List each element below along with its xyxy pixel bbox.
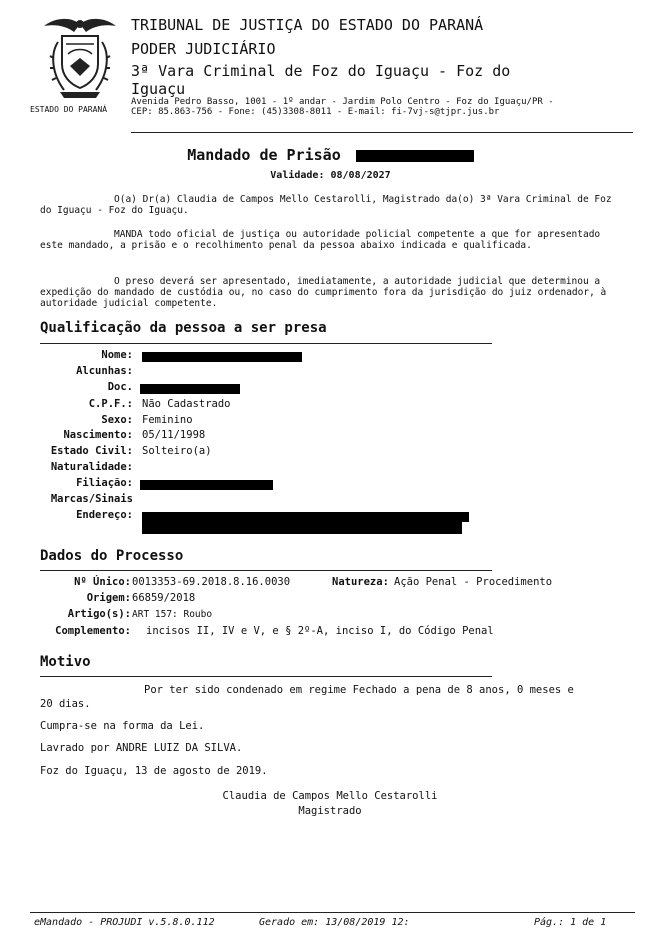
court-branch: PODER JUDICIÁRIO — [131, 40, 276, 58]
numero-value: 0013353-69.2018.8.16.0030 — [132, 576, 291, 588]
court-vara: 3ª Vara Criminal de Foz do Iguaçu - Foz do Iguaçu — [131, 62, 511, 98]
redaction-bar — [356, 150, 474, 162]
footer-generated: Gerado em: 13/08/2019 12: — [259, 917, 410, 928]
intro-paragraph: O(a) Dr(a) Claudia de Campos Mello Cestarolli, Magistrado da(o) 3ª Vara Criminal de Foz do Iguaçu - Foz do Iguaçu. — [40, 194, 618, 216]
field-label-filiacao: Filiação: — [76, 477, 133, 489]
field-label-marcas-sinais: Marcas/Sinais — [50, 493, 133, 505]
field-label-estado-civil: Estado Civil: — [50, 445, 133, 457]
origem-label: Origem: — [86, 592, 131, 604]
qualificacao-heading: Qualificação da pessoa a ser presa — [40, 320, 327, 336]
field-label-endereco: Endereço: — [76, 509, 133, 521]
motivo-divider — [40, 676, 492, 677]
field-label-nascimento: Nascimento: — [63, 429, 133, 441]
field-label-nome: Nome: — [101, 349, 133, 361]
motivo-text-line2: 20 dias. — [40, 698, 91, 710]
signer-name: Claudia de Campos Mello Cestarolli — [222, 790, 438, 802]
document-title — [0, 146, 661, 164]
contact-line: CEP: 85.863-756 - Fone: (45)3308-8011 - E-mail: fi-7vj-s@tjpr.jus.br — [131, 107, 500, 117]
lavrado-text: Lavrado por ANDRE LUIZ DA SILVA. — [40, 742, 243, 754]
field-value-estado-civil: Solteiro(a) — [142, 445, 212, 457]
artigo-label: Artigo(s): — [67, 608, 131, 620]
signature-block — [130, 789, 530, 819]
manda-paragraph: MANDA todo oficial de justiça ou autoridade policial competente a que for apresentado este mandado, a prisão e o recolhimento penal da pessoa abaixo indicada e qualificada. — [40, 229, 606, 251]
field-label-doc: Doc. — [107, 381, 133, 393]
address-line: Avenida Pedro Basso, 1001 - 1º andar - Jardim Polo Centro - Foz do Iguaçu/PR - — [131, 97, 554, 107]
field-label-cpf: C.P.F.: — [88, 398, 133, 410]
qualificacao-divider — [40, 343, 492, 344]
qualificacao-fields — [0, 349, 661, 529]
field-label-sexo: Sexo: — [101, 414, 133, 426]
field-label-naturalidade: Naturalidade: — [50, 461, 133, 473]
complemento-value: incisos II, IV e V, e § 2º-A, inciso I, do Código Penal — [146, 625, 494, 637]
footer-divider — [30, 912, 635, 913]
field-value-nascimento: 05/11/1998 — [142, 429, 206, 441]
redaction-bar — [142, 352, 302, 362]
redaction-bar — [140, 480, 273, 490]
signer-role: Magistrado — [298, 805, 362, 817]
preso-paragraph: O preso deverá ser apresentado, imediatamente, a autoridade judicial que determinou a expedição do mandado de custódia ou, no caso do cumprimento fora da jurisdição do juiz ordenador, à autoridade judicial competente. — [40, 276, 612, 309]
numero-label: Nº Único: — [74, 576, 131, 588]
cumpra-text: Cumpra-se na forma da Lei. — [40, 720, 205, 732]
natureza-label: Natureza: — [332, 576, 389, 588]
processo-heading: Dados do Processo — [40, 548, 184, 564]
local-date: Foz do Iguaçu, 13 de agosto de 2019. — [40, 765, 268, 777]
field-value-cpf: Não Cadastrado — [142, 398, 231, 410]
document-title-text: Mandado de Prisão — [187, 146, 341, 164]
complemento-label: Complemento: — [55, 625, 131, 637]
field-value-sexo: Feminino — [142, 414, 193, 426]
court-name: TRIBUNAL DE JUSTIÇA DO ESTADO DO PARANÁ — [131, 16, 484, 34]
court-address — [131, 97, 561, 117]
artigo-value: ART 157: Roubo — [132, 609, 213, 620]
redaction-bar — [142, 512, 469, 522]
header-divider — [131, 132, 633, 133]
processo-divider — [40, 570, 492, 571]
coat-of-arms-emblem — [40, 14, 120, 100]
redaction-bar — [142, 522, 462, 534]
estado-label: ESTADO DO PARANÁ — [30, 105, 108, 114]
validity-date: Validade: 08/08/2027 — [270, 170, 391, 181]
footer-page: Pág.: 1 de 1 — [534, 917, 607, 928]
motivo-text-line1: Por ter sido condenado em regime Fechado a pena de 8 anos, 0 meses e — [144, 684, 574, 696]
origem-value: 66859/2018 — [132, 592, 196, 604]
natureza-value: Ação Penal - Procedimento — [394, 576, 553, 588]
redaction-bar — [140, 384, 240, 394]
field-label-alcunhas: Alcunhas: — [76, 365, 133, 377]
footer-system: eMandado - PROJUDI v.5.8.0.112 — [34, 917, 215, 928]
motivo-heading: Motivo — [40, 654, 91, 670]
